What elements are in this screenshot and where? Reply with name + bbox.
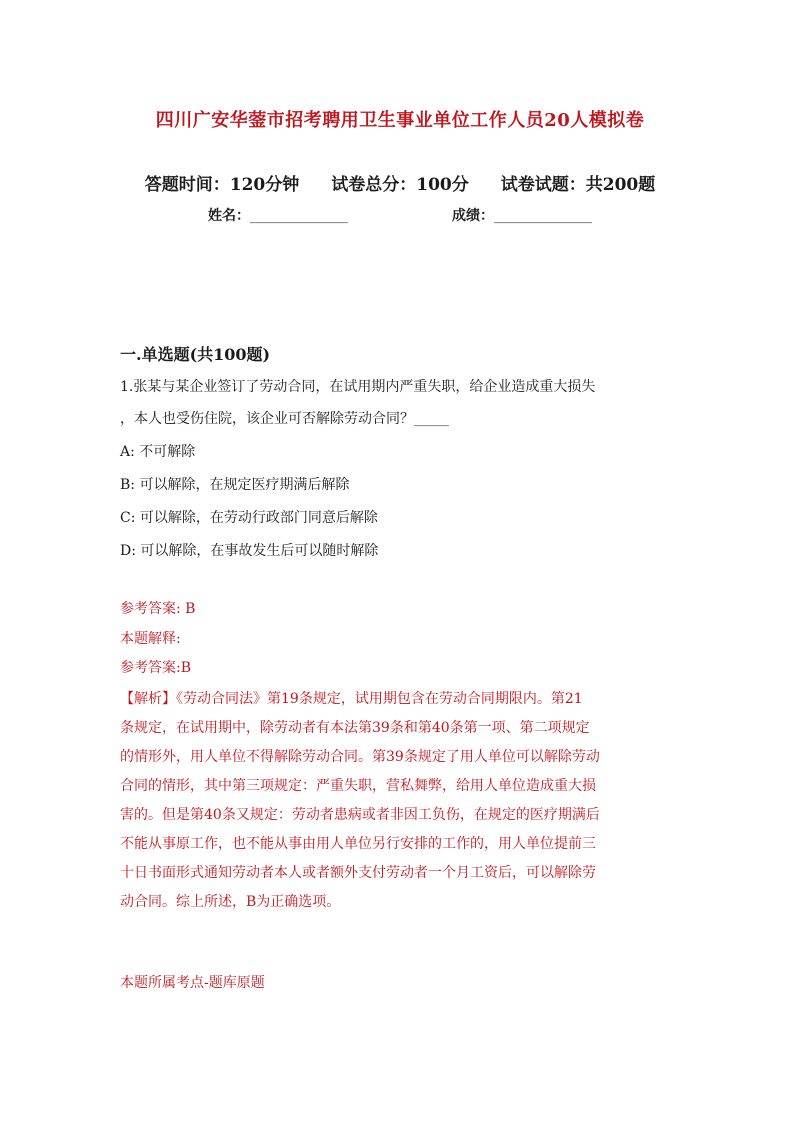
analysis-line: 的情形外，用人单位不得解除劳动合同。第39条规定了用人单位可以解除劳动 <box>120 749 600 765</box>
analysis-line: 十日书面形式通知劳动者本人或者额外支付劳动者一个月工资后，可以解除劳 <box>120 865 596 881</box>
analysis-line: 【解析】《劳动合同法》第19条规定，试用期包含在劳动合同期限内。第21 <box>120 691 583 707</box>
option-a: A: 不可解除 <box>120 444 196 460</box>
analysis-line: 动合同。综上所述，B为正确选项。 <box>120 894 341 910</box>
reference-answer: 参考答案: B <box>120 601 196 617</box>
exam-question-count: 试卷试题：共200题 <box>500 175 656 195</box>
name-label: 姓名： <box>208 208 250 224</box>
exam-meta-row <box>0 170 800 195</box>
question-text-line-2: ，本人也受伤住院，该企业可否解除劳动合同？_____ <box>120 411 449 427</box>
option-b: B: 可以解除，在规定医疗期满后解除 <box>120 477 350 493</box>
score-field <box>452 205 592 225</box>
reference-answer-repeat: 参考答案:B <box>120 660 192 676</box>
name-blank: ______________ <box>250 208 348 224</box>
section-title: 一.单选题(共100题) <box>120 345 271 364</box>
explanation-label: 本题解释: <box>120 631 181 647</box>
question-text-line-1: 1.张某与某企业签订了劳动合同，在试用期内严重失职，给企业造成重大损失 <box>120 379 596 395</box>
analysis-line: 不能从事原工作，也不能从事由用人单位另行安排的工作的，用人单位提前三 <box>120 836 596 852</box>
name-field <box>208 205 348 225</box>
exam-title: 四川广安华蓥市招考聘用卫生事业单位工作人员20人模拟卷 <box>155 110 645 131</box>
option-d: D: 可以解除，在事故发生后可以随时解除 <box>120 543 379 559</box>
score-label: 成绩： <box>452 208 494 224</box>
analysis-block <box>120 685 686 917</box>
exam-total-score: 试卷总分：100分 <box>331 175 469 195</box>
score-blank: ______________ <box>494 208 592 224</box>
analysis-line: 害的。但是第40条又规定：劳动者患病或者非因工负伤，在规定的医疗期满后 <box>120 807 600 823</box>
analysis-line: 条规定，在试用期中，除劳动者有本法第39条和第40条第一项、第二项规定 <box>120 720 590 736</box>
option-c: C: 可以解除，在劳动行政部门同意后解除 <box>120 510 378 526</box>
exam-time: 答题时间：120分钟 <box>144 175 300 195</box>
question-category: 本题所属考点-题库原题 <box>120 975 265 991</box>
analysis-line: 合同的情形，其中第三项规定：严重失职，营私舞弊，给用人单位造成重大损 <box>120 778 596 794</box>
